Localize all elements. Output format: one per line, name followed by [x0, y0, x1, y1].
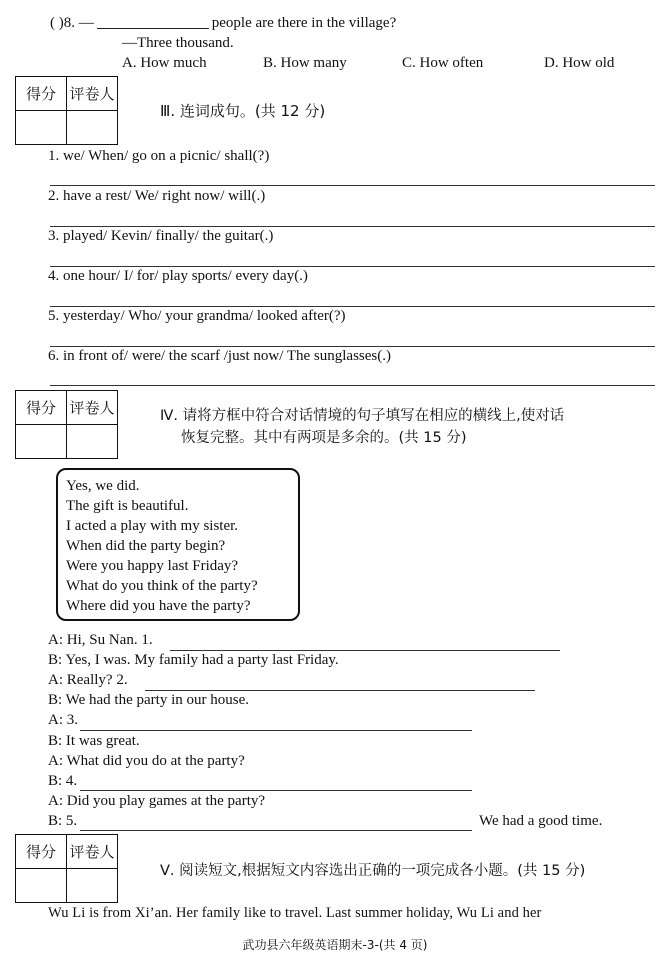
grader-cell[interactable]	[67, 425, 118, 459]
dialogue-line-4: B: We had the party in our house.	[48, 692, 249, 708]
s3-answer-line-4[interactable]	[50, 306, 655, 307]
q8-option-b: B. How many	[263, 55, 347, 71]
section4-title-line1: Ⅳ. 请将方框中符合对话情境的句子填写在相应的横线上,使对话	[160, 408, 565, 424]
dialogue-line-6: B: It was great.	[48, 733, 140, 749]
dialogue-line-5: A: 3.	[48, 712, 78, 728]
dialogue-blank-5[interactable]	[80, 830, 472, 831]
q8-option-d: D. How old	[544, 55, 615, 71]
grader-label: 评卷人	[67, 391, 118, 425]
dialogue-blank-4[interactable]	[80, 790, 472, 791]
score-cell[interactable]	[16, 111, 67, 145]
s3-answer-line-2[interactable]	[50, 226, 655, 227]
q8-answer: —Three thousand.	[122, 35, 234, 51]
dialogue-line-8: B: 4.	[48, 773, 78, 789]
dialogue-blank-2[interactable]	[145, 690, 535, 691]
choice-sentence: The gift is beautiful.	[66, 498, 189, 514]
dialogue-line-1: A: Hi, Su Nan. 1.	[48, 632, 153, 648]
s3-item-5: 5. yesterday/ Who/ your grandma/ looked after(?)	[48, 308, 346, 324]
score-label: 得分	[16, 835, 67, 869]
s3-item-1: 1. we/ When/ go on a picnic/ shall(?)	[48, 148, 270, 164]
q8-blank[interactable]	[97, 14, 209, 29]
q8-answer-paren: ( )	[50, 15, 64, 31]
choice-sentence: Were you happy last Friday?	[66, 558, 239, 574]
q8-stem-post: people are there in the village?	[211, 15, 397, 31]
score-box-section3	[15, 76, 118, 145]
q8-stem-pre: 8. —	[63, 15, 94, 31]
section5-title: Ⅴ. 阅读短文,根据短文内容选出正确的一项完成各小题。(共 15 分)	[160, 863, 586, 879]
page-footer: 武功县六年级英语期末-3-(共 4 页)	[242, 938, 428, 952]
dialogue-line-3: A: Really? 2.	[48, 672, 128, 688]
choice-sentence: Yes, we did.	[66, 478, 140, 494]
s3-item-4: 4. one hour/ I/ for/ play sports/ every day(.)	[48, 268, 308, 284]
s3-answer-line-1[interactable]	[50, 185, 655, 186]
dialogue-line-2: B: Yes, I was. My family had a party last Friday.	[48, 652, 339, 668]
s3-item-3: 3. played/ Kevin/ finally/ the guitar(.)	[48, 228, 274, 244]
choice-sentence: Where did you have the party?	[66, 598, 251, 614]
score-label: 得分	[16, 77, 67, 111]
dialogue-blank-3[interactable]	[80, 730, 472, 731]
q8-option-c: C. How often	[402, 55, 484, 71]
dialogue-line-7: A: What did you do at the party?	[48, 753, 245, 769]
section4-title-line2: 恢复完整。其中有两项是多余的。(共 15 分)	[181, 430, 467, 446]
dialogue-line-9: A: Did you play games at the party?	[48, 793, 266, 809]
choice-sentence: I acted a play with my sister.	[66, 518, 239, 534]
grader-label: 评卷人	[67, 835, 118, 869]
choice-sentence: What do you think of the party?	[66, 578, 258, 594]
section3-title: Ⅲ. 连词成句。(共 12 分)	[160, 102, 326, 120]
passage-text: Wu Li is from Xi’an. Her family like to travel. Last summer holiday, Wu Li and her	[48, 905, 542, 921]
s3-answer-line-3[interactable]	[50, 266, 655, 267]
q8-stem	[50, 14, 396, 32]
s3-answer-line-6[interactable]	[50, 385, 655, 386]
score-cell[interactable]	[16, 425, 67, 459]
sentence-choice-box	[56, 468, 300, 621]
s3-item-6: 6. in front of/ were/ the scarf /just now/ The sunglasses(.)	[48, 348, 391, 364]
grader-label: 评卷人	[67, 77, 118, 111]
q8-option-a: A. How much	[122, 55, 207, 71]
s3-item-2: 2. have a rest/ We/ right now/ will(.)	[48, 188, 266, 204]
score-label: 得分	[16, 391, 67, 425]
s3-answer-line-5[interactable]	[50, 346, 655, 347]
dialogue-line-10: B: 5.	[48, 813, 78, 829]
choice-sentence: When did the party begin?	[66, 538, 226, 554]
score-box-section5	[15, 834, 118, 903]
grader-cell[interactable]	[67, 869, 118, 903]
grader-cell[interactable]	[67, 111, 118, 145]
score-box-section4	[15, 390, 118, 459]
dialogue-tail: We had a good time.	[479, 813, 603, 829]
dialogue-blank-1[interactable]	[170, 650, 560, 651]
score-cell[interactable]	[16, 869, 67, 903]
